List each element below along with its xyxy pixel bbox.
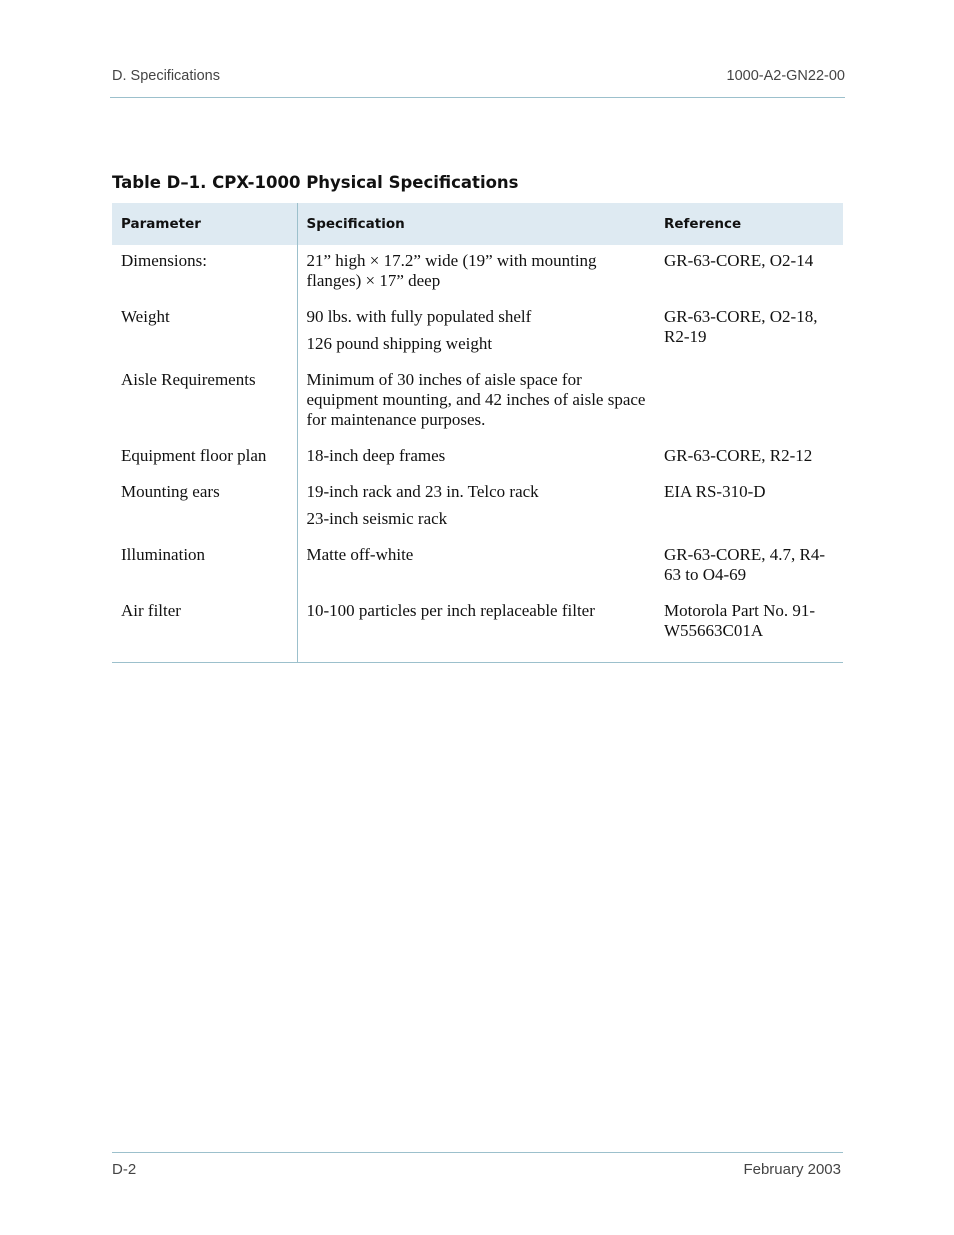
parameter-cell: Air filter — [112, 595, 297, 663]
table-row — [112, 595, 843, 663]
reference-cell — [655, 364, 843, 440]
header-section: D. Specifications — [112, 68, 220, 84]
specification-cell — [297, 476, 655, 539]
specification-cell — [297, 245, 655, 301]
column-header-reference: Reference — [655, 203, 843, 245]
specification-line: 10-100 particles per inch replaceable filter — [306, 601, 595, 620]
table-row — [112, 440, 843, 476]
parameter-cell: Equipment floor plan — [112, 440, 297, 476]
column-header-parameter: Parameter — [112, 203, 297, 245]
specification-cell — [297, 440, 655, 476]
header-doc-number: 1000-A2-GN22-00 — [726, 68, 845, 84]
page-number: D-2 — [112, 1161, 137, 1178]
table-row — [112, 539, 843, 595]
table-row — [112, 245, 843, 301]
table-header-row — [112, 203, 843, 245]
reference-cell: Motorola Part No. 91-W55663C01A — [655, 595, 843, 663]
specification-line: 18-inch deep frames — [306, 446, 446, 465]
reference-cell: GR-63-CORE, 4.7, R4-63 to O4-69 — [664, 545, 826, 584]
reference-cell: GR-63-CORE, O2-18, R2-19 — [664, 307, 818, 346]
parameter-cell: Weight — [112, 301, 297, 364]
parameter-cell: Aisle Requirements — [112, 364, 297, 440]
specification-cell — [297, 364, 655, 440]
table-row — [112, 301, 843, 364]
specification-line: 19-inch rack and 23 in. Telco rack — [306, 482, 539, 501]
footer-date: February 2003 — [743, 1161, 841, 1178]
reference-cell: EIA RS-310-D — [664, 482, 766, 501]
specification-line: Minimum of 30 inches of aisle space for equipment mounting, and 42 inches of aisle space for maintenance purposes. — [306, 370, 646, 429]
specification-line: 21” high × 17.2” wide (19” with mounting flanges) × 17” deep — [306, 251, 597, 290]
specification-cell — [297, 595, 655, 663]
specification-line: 126 pound shipping weight — [306, 334, 493, 353]
spec-table — [112, 203, 843, 663]
table-title: Table D–1. CPX-1000 Physical Specifications — [112, 173, 519, 192]
parameter-cell: Illumination — [112, 539, 297, 595]
header-rule — [110, 97, 845, 98]
table-row — [112, 364, 843, 440]
reference-cell: GR-63-CORE, R2-12 — [664, 446, 813, 465]
parameter-cell: Dimensions: — [112, 245, 297, 301]
specification-line: 90 lbs. with fully populated shelf — [306, 307, 532, 326]
specification-cell — [297, 301, 655, 364]
footer-rule — [112, 1152, 843, 1153]
table-row — [112, 476, 843, 539]
specification-line: Matte off-white — [306, 545, 414, 564]
specification-line: 23-inch seismic rack — [306, 509, 448, 528]
parameter-cell: Mounting ears — [112, 476, 297, 539]
reference-cell: GR-63-CORE, O2-14 — [664, 251, 814, 270]
specification-cell — [297, 539, 655, 595]
column-header-specification: Specification — [297, 203, 655, 245]
